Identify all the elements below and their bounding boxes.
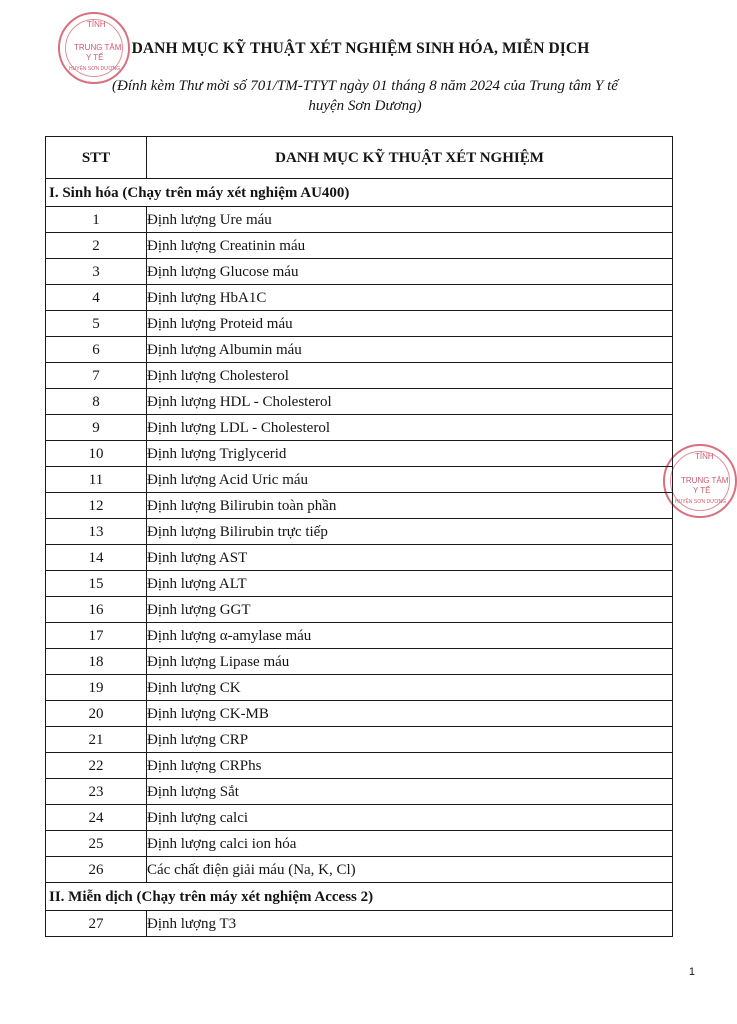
table-row (46, 493, 673, 519)
header-technique: DANH MỤC KỸ THUẬT XÉT NGHIỆM (147, 137, 673, 179)
row-stt: 10 (46, 441, 147, 467)
header-stt: STT (46, 137, 147, 179)
row-stt: 17 (46, 623, 147, 649)
row-technique-name: Định lượng Glucose máu (147, 259, 673, 285)
row-stt: 20 (46, 701, 147, 727)
table-row (46, 857, 673, 883)
table-row (46, 675, 673, 701)
row-technique-name: Định lượng AST (147, 545, 673, 571)
row-technique-name: Định lượng Creatinin máu (147, 233, 673, 259)
table-row (46, 207, 673, 233)
table-row (46, 389, 673, 415)
row-stt: 24 (46, 805, 147, 831)
row-technique-name: Định lượng Bilirubin toàn phần (147, 493, 673, 519)
row-stt: 2 (46, 233, 147, 259)
stamp-text-center: TRUNG TÂM (74, 43, 122, 52)
table-row (46, 727, 673, 753)
row-stt: 15 (46, 571, 147, 597)
table-row (46, 701, 673, 727)
row-stt: 23 (46, 779, 147, 805)
stamp-text-sub: Y TẾ (86, 53, 104, 62)
row-technique-name: Định lượng CRPhs (147, 753, 673, 779)
row-stt: 9 (46, 415, 147, 441)
row-technique-name: Định lượng GGT (147, 597, 673, 623)
row-technique-name: Định lượng CK-MB (147, 701, 673, 727)
table-row (46, 441, 673, 467)
row-technique-name: Định lượng Bilirubin trực tiếp (147, 519, 673, 545)
margin-stamp-text-bottom: HUYỆN SƠN DƯƠNG (675, 499, 727, 505)
row-stt: 12 (46, 493, 147, 519)
row-stt: 19 (46, 675, 147, 701)
table-row (46, 753, 673, 779)
row-technique-name: Định lượng Acid Uric máu (147, 467, 673, 493)
row-technique-name: Định lượng Triglycerid (147, 441, 673, 467)
row-technique-name: Định lượng Cholesterol (147, 363, 673, 389)
subtitle-line-2: huyện Sơn Dương) (308, 98, 422, 114)
margin-stamp (663, 444, 737, 518)
row-technique-name: Định lượng Proteid máu (147, 311, 673, 337)
row-stt: 26 (46, 857, 147, 883)
table-row (46, 911, 673, 937)
document-subtitle (50, 76, 680, 116)
subtitle-line-1: (Đính kèm Thư mời số 701/TM-TTYT ngày 01 tháng 8 năm 2024 của Trung tâm Y tế (112, 78, 618, 94)
margin-stamp-text-sub: Y TẾ (693, 486, 711, 495)
table-row (46, 597, 673, 623)
row-technique-name: Định lượng Ure máu (147, 207, 673, 233)
row-technique-name: Định lượng Sắt (147, 779, 673, 805)
row-stt: 6 (46, 337, 147, 363)
row-technique-name: Định lượng Lipase máu (147, 649, 673, 675)
row-technique-name: Định lượng ALT (147, 571, 673, 597)
row-technique-name: Định lượng HDL - Cholesterol (147, 389, 673, 415)
row-stt: 13 (46, 519, 147, 545)
row-technique-name: Định lượng calci ion hóa (147, 831, 673, 857)
table-row (46, 285, 673, 311)
row-technique-name: Định lượng α-amylase máu (147, 623, 673, 649)
row-technique-name: Các chất điện giải máu (Na, K, Cl) (147, 857, 673, 883)
section-title: II. Miễn dịch (Chạy trên máy xét nghiệm Access 2) (46, 883, 673, 911)
row-technique-name: Định lượng T3 (147, 911, 673, 937)
row-stt: 16 (46, 597, 147, 623)
row-stt: 21 (46, 727, 147, 753)
section-title: I. Sinh hóa (Chạy trên máy xét nghiệm AU400) (46, 179, 673, 207)
table-row (46, 545, 673, 571)
section-row (46, 883, 673, 911)
row-technique-name: Định lượng calci (147, 805, 673, 831)
margin-stamp-text-top: TỈNH (695, 452, 714, 461)
table-row (46, 571, 673, 597)
table-row (46, 467, 673, 493)
row-stt: 5 (46, 311, 147, 337)
row-stt: 18 (46, 649, 147, 675)
row-stt: 22 (46, 753, 147, 779)
table-row (46, 805, 673, 831)
table-row (46, 623, 673, 649)
table-row (46, 831, 673, 857)
row-technique-name: Định lượng LDL - Cholesterol (147, 415, 673, 441)
table-body (46, 179, 673, 937)
row-stt: 8 (46, 389, 147, 415)
test-catalog-table (45, 136, 673, 937)
row-stt: 7 (46, 363, 147, 389)
table-row (46, 233, 673, 259)
margin-stamp-text-center: TRUNG TÂM (681, 476, 729, 485)
stamp-text-bottom: HUYỆN SƠN DƯƠNG (69, 66, 121, 72)
table-row (46, 779, 673, 805)
row-stt: 11 (46, 467, 147, 493)
table-row (46, 519, 673, 545)
row-stt: 4 (46, 285, 147, 311)
table-header-row (46, 137, 673, 179)
page-number: 1 (688, 966, 695, 978)
row-stt: 14 (46, 545, 147, 571)
row-technique-name: Định lượng CRP (147, 727, 673, 753)
row-technique-name: Định lượng HbA1C (147, 285, 673, 311)
row-technique-name: Định lượng Albumin máu (147, 337, 673, 363)
table-row (46, 259, 673, 285)
row-stt: 1 (46, 207, 147, 233)
section-row (46, 179, 673, 207)
row-stt: 27 (46, 911, 147, 937)
document-title: DANH MỤC KỸ THUẬT XÉT NGHIỆM SINH HÓA, MIỄN DỊCH (131, 40, 590, 57)
row-stt: 3 (46, 259, 147, 285)
table-row (46, 415, 673, 441)
row-technique-name: Định lượng CK (147, 675, 673, 701)
table-row (46, 311, 673, 337)
stamp-text-top: TỈNH (87, 20, 106, 29)
table-row (46, 649, 673, 675)
row-stt: 25 (46, 831, 147, 857)
table-row (46, 363, 673, 389)
table-row (46, 337, 673, 363)
